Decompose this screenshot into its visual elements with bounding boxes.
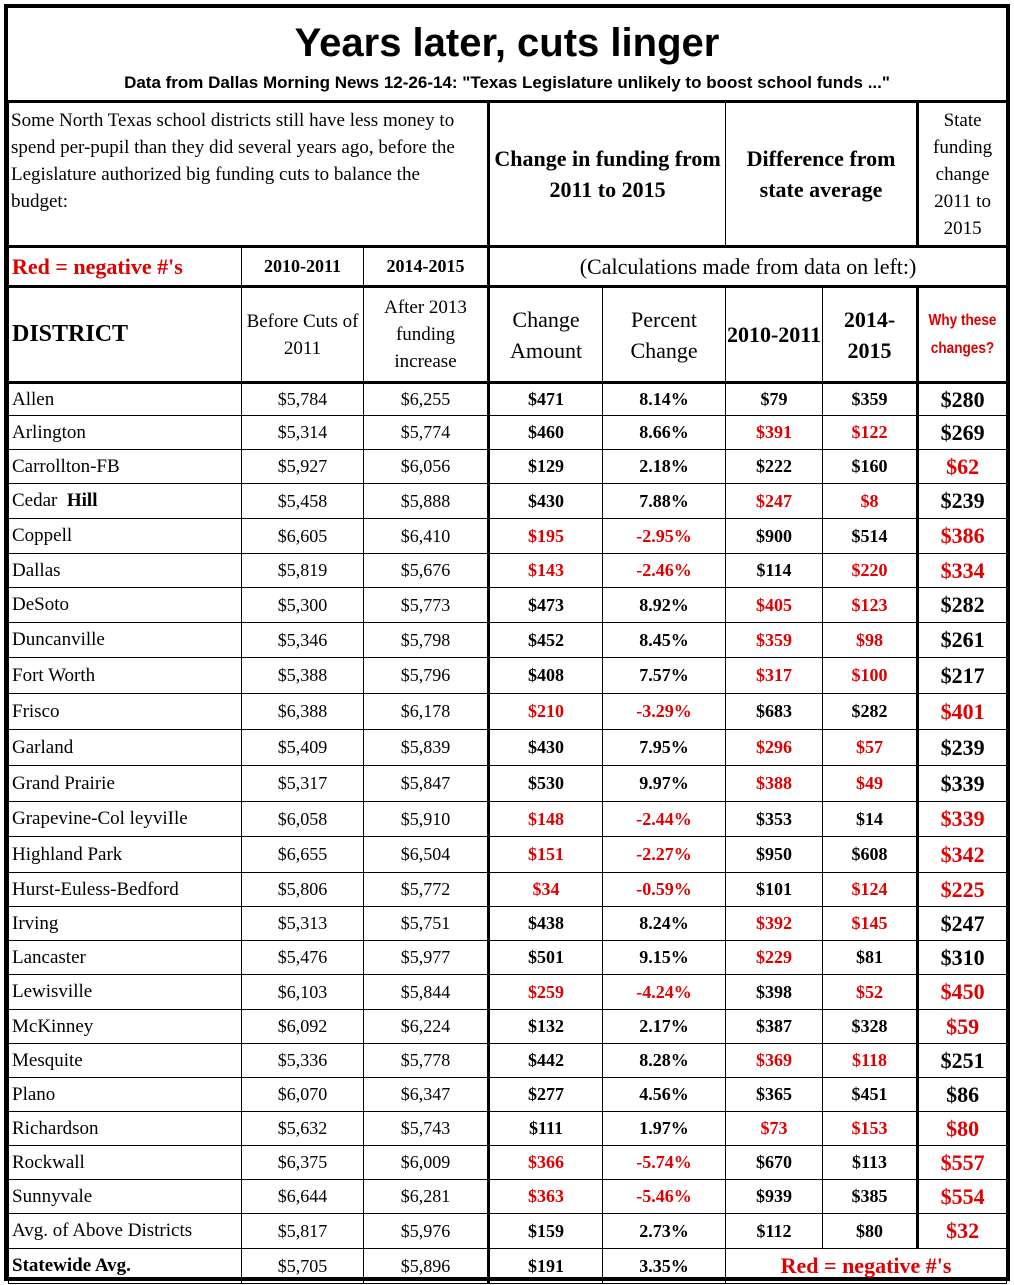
funding-2014-2015: $5,676 [364, 554, 489, 588]
state-funding-change: $239 [918, 484, 1007, 519]
change-amount: $277 [489, 1078, 603, 1112]
funding-2010-2011: $5,784 [242, 383, 364, 416]
diff-2010-2011: $114 [726, 554, 823, 588]
why-changes-label: Why these changes? [928, 311, 997, 357]
statewide-red-legend: Red = negative #'s [726, 1249, 1007, 1284]
district-name: Grapevine-Col leyviIle [9, 802, 242, 837]
diff-2014-2015: $113 [823, 1146, 918, 1180]
change-amount: $430 [489, 484, 603, 519]
change-amount: $210 [489, 694, 603, 730]
diff-2010-2011: $405 [726, 588, 823, 623]
state-funding-change: $310 [918, 941, 1007, 975]
percent-change: 2.18% [603, 450, 726, 484]
table-row [9, 383, 1007, 416]
state-funding-change: $557 [918, 1146, 1007, 1180]
district-name: Rockwall [9, 1146, 242, 1180]
funding-2010-2011: $5,458 [242, 484, 364, 519]
table-row [9, 907, 1007, 941]
table-row [9, 941, 1007, 975]
percent-change: 8.66% [603, 416, 726, 450]
header-row-years [9, 247, 1007, 287]
funding-2014-2015: $6,281 [364, 1180, 489, 1214]
state-funding-change: $247 [918, 907, 1007, 941]
funding-table [8, 100, 1007, 1284]
diff-2010-2011: $683 [726, 694, 823, 730]
table-row [9, 1044, 1007, 1078]
state-funding-change: $334 [918, 554, 1007, 588]
change-amount: $151 [489, 837, 603, 873]
funding-2014-2015: $5,743 [364, 1112, 489, 1146]
state-funding-change: $86 [918, 1078, 1007, 1112]
diff-2014-2015: $328 [823, 1010, 918, 1044]
percent-change: -2.27% [603, 837, 726, 873]
change-amount: $366 [489, 1146, 603, 1180]
state-funding-change: $339 [918, 802, 1007, 837]
diff-2014-2015: $153 [823, 1112, 918, 1146]
diff-2010-2011: $388 [726, 766, 823, 802]
diff-2010-2011: $101 [726, 873, 823, 907]
funding-2014-2015: $6,009 [364, 1146, 489, 1180]
change-amount: $501 [489, 941, 603, 975]
table-row [9, 694, 1007, 730]
table-row [9, 1214, 1007, 1249]
change-amount: $452 [489, 623, 603, 658]
intro-text: Some North Texas school districts still have less money to spend per-pupil than they did several years ago, before the Legislature authorized big funding cuts to balance the budget: [9, 102, 489, 247]
district-name: McKinney [9, 1010, 242, 1044]
change-amount: $148 [489, 802, 603, 837]
header-row-columns [9, 287, 1007, 383]
funding-2010-2011: $5,819 [242, 554, 364, 588]
diff-2010-2011: $247 [726, 484, 823, 519]
percent-change: 7.88% [603, 484, 726, 519]
percent-change: 7.95% [603, 730, 726, 766]
percent-change: 8.45% [603, 623, 726, 658]
diff-2014-2015-column-header: 2014-2015 [823, 287, 918, 383]
diff-2014-2015: $145 [823, 907, 918, 941]
percent-change: 9.97% [603, 766, 726, 802]
red-negative-legend: Red = negative #'s [9, 247, 242, 287]
statewide-change-amount: $191 [489, 1249, 603, 1284]
change-amount: $442 [489, 1044, 603, 1078]
diff-2014-2015: $514 [823, 519, 918, 554]
district-name: Mesquite [9, 1044, 242, 1078]
change-amount: $111 [489, 1112, 603, 1146]
funding-2010-2011: $5,927 [242, 450, 364, 484]
change-amount-column-header: Change Amount [489, 287, 603, 383]
state-funding-change: $401 [918, 694, 1007, 730]
diff-2014-2015: $451 [823, 1078, 918, 1112]
statewide-2014-2015: $5,896 [364, 1249, 489, 1284]
funding-2010-2011: $6,644 [242, 1180, 364, 1214]
state-funding-change: $554 [918, 1180, 1007, 1214]
funding-2014-2015: $5,847 [364, 766, 489, 802]
diff-2014-2015: $14 [823, 802, 918, 837]
change-amount: $129 [489, 450, 603, 484]
title-block [8, 8, 1006, 100]
funding-2014-2015: $5,976 [364, 1214, 489, 1249]
table-row [9, 416, 1007, 450]
state-funding-change: $62 [918, 450, 1007, 484]
funding-2010-2011: $5,314 [242, 416, 364, 450]
diff-2010-2011: $950 [726, 837, 823, 873]
table-row [9, 1010, 1007, 1044]
funding-2010-2011: $6,605 [242, 519, 364, 554]
district-name-part-bold: Hill [66, 490, 98, 511]
district-name: Irving [9, 907, 242, 941]
district-column-header: DISTRICT [9, 287, 242, 383]
state-funding-change: $450 [918, 975, 1007, 1010]
state-funding-change: $32 [918, 1214, 1007, 1249]
diff-2010-2011: $369 [726, 1044, 823, 1078]
change-amount: $430 [489, 730, 603, 766]
table-row [9, 554, 1007, 588]
percent-change: 9.15% [603, 941, 726, 975]
table-row [9, 1078, 1007, 1112]
district-name: Plano [9, 1078, 242, 1112]
percent-change: 8.24% [603, 907, 726, 941]
percent-change: 2.73% [603, 1214, 726, 1249]
calculations-note: (Calculations made from data on left:) [489, 247, 1007, 287]
district-name: Sunnyvale [9, 1180, 242, 1214]
district-name: Allen [9, 383, 242, 416]
district-name: Richardson [9, 1112, 242, 1146]
funding-2014-2015: $5,798 [364, 623, 489, 658]
funding-2010-2011: $6,070 [242, 1078, 364, 1112]
header-row-intro [9, 102, 1007, 247]
table-row [9, 484, 1007, 519]
funding-2010-2011: $5,300 [242, 588, 364, 623]
state-funding-change: $282 [918, 588, 1007, 623]
funding-2014-2015: $5,751 [364, 907, 489, 941]
funding-2010-2011: $5,817 [242, 1214, 364, 1249]
table-row [9, 623, 1007, 658]
before-cuts-column-header: Before Cuts of 2011 [242, 287, 364, 383]
change-amount: $143 [489, 554, 603, 588]
change-in-funding-header: Change in funding from 2011 to 2015 [489, 102, 726, 247]
district-name [9, 484, 242, 519]
state-funding-change: $217 [918, 658, 1007, 694]
statewide-row [9, 1249, 1007, 1284]
table-row [9, 1146, 1007, 1180]
funding-2014-2015: $5,796 [364, 658, 489, 694]
diff-2010-2011: $359 [726, 623, 823, 658]
diff-2014-2015: $57 [823, 730, 918, 766]
change-amount: $159 [489, 1214, 603, 1249]
district-name: Lewisville [9, 975, 242, 1010]
diff-2010-2011: $939 [726, 1180, 823, 1214]
funding-2010-2011: $5,806 [242, 873, 364, 907]
district-name: Dallas [9, 554, 242, 588]
district-name: Frisco [9, 694, 242, 730]
change-amount: $34 [489, 873, 603, 907]
funding-2010-2011: $5,632 [242, 1112, 364, 1146]
table-row [9, 658, 1007, 694]
diff-2010-2011: $387 [726, 1010, 823, 1044]
diff-2014-2015: $123 [823, 588, 918, 623]
state-funding-change: $80 [918, 1112, 1007, 1146]
state-funding-change: $59 [918, 1010, 1007, 1044]
table-row [9, 837, 1007, 873]
funding-2010-2011: $5,346 [242, 623, 364, 658]
diff-2014-2015: $122 [823, 416, 918, 450]
diff-2010-2011: $398 [726, 975, 823, 1010]
table-row [9, 1112, 1007, 1146]
table-row [9, 975, 1007, 1010]
funding-2014-2015: $5,778 [364, 1044, 489, 1078]
state-funding-change: $239 [918, 730, 1007, 766]
funding-2014-2015: $5,888 [364, 484, 489, 519]
district-name: Garland [9, 730, 242, 766]
funding-2014-2015: $5,774 [364, 416, 489, 450]
funding-2014-2015: $5,772 [364, 873, 489, 907]
after-increase-column-header: After 2013 funding increase [364, 287, 489, 383]
table-row [9, 766, 1007, 802]
table-row [9, 802, 1007, 837]
diff-2010-2011: $900 [726, 519, 823, 554]
percent-change: 7.57% [603, 658, 726, 694]
district-name: Highland Park [9, 837, 242, 873]
funding-2010-2011: $5,409 [242, 730, 364, 766]
diff-2014-2015: $282 [823, 694, 918, 730]
funding-2010-2011: $6,375 [242, 1146, 364, 1180]
state-funding-change-header: State funding change 2011 to 2015 [918, 102, 1007, 247]
change-amount: $530 [489, 766, 603, 802]
change-amount: $195 [489, 519, 603, 554]
diff-2014-2015: $80 [823, 1214, 918, 1249]
district-name-part: Cedar [12, 490, 58, 511]
funding-2010-2011: $6,655 [242, 837, 364, 873]
diff-2014-2015: $98 [823, 623, 918, 658]
district-name: DeSoto [9, 588, 242, 623]
funding-2010-2011: $6,388 [242, 694, 364, 730]
state-funding-change: $261 [918, 623, 1007, 658]
diff-2014-2015: $385 [823, 1180, 918, 1214]
district-name: Fort Worth [9, 658, 242, 694]
percent-change: -0.59% [603, 873, 726, 907]
diff-2014-2015: $49 [823, 766, 918, 802]
district-name: Lancaster [9, 941, 242, 975]
funding-2010-2011: $6,103 [242, 975, 364, 1010]
table-row [9, 588, 1007, 623]
infographic-frame [4, 4, 1010, 1281]
funding-2014-2015: $5,839 [364, 730, 489, 766]
percent-change: 8.28% [603, 1044, 726, 1078]
change-amount: $363 [489, 1180, 603, 1214]
funding-2014-2015: $5,977 [364, 941, 489, 975]
funding-2010-2011: $5,313 [242, 907, 364, 941]
year-2014-2015-header: 2014-2015 [364, 247, 489, 287]
change-amount: $408 [489, 658, 603, 694]
district-name: Grand Prairie [9, 766, 242, 802]
district-name: Duncanville [9, 623, 242, 658]
diff-2014-2015: $160 [823, 450, 918, 484]
percent-change: 4.56% [603, 1078, 726, 1112]
diff-2010-2011: $229 [726, 941, 823, 975]
change-amount: $460 [489, 416, 603, 450]
district-name: Avg. of Above Districts [9, 1214, 242, 1249]
percent-change: 8.92% [603, 588, 726, 623]
diff-2014-2015: $100 [823, 658, 918, 694]
diff-2010-2011: $365 [726, 1078, 823, 1112]
percent-change: -5.74% [603, 1146, 726, 1180]
change-amount: $471 [489, 383, 603, 416]
diff-2010-2011: $79 [726, 383, 823, 416]
district-name: Coppell [9, 519, 242, 554]
diff-2010-2011: $73 [726, 1112, 823, 1146]
difference-from-average-header: Difference from state average [726, 102, 918, 247]
state-funding-change: $251 [918, 1044, 1007, 1078]
source-subtitle: Data from Dallas Morning News 12-26-14: "Texas Legislature unlikely to boost school funds ..." [124, 73, 890, 92]
funding-2014-2015: $6,410 [364, 519, 489, 554]
percent-change: -5.46% [603, 1180, 726, 1214]
funding-2014-2015: $6,056 [364, 450, 489, 484]
state-funding-change: $342 [918, 837, 1007, 873]
diff-2010-2011: $222 [726, 450, 823, 484]
funding-2010-2011: $5,336 [242, 1044, 364, 1078]
percent-change: -4.24% [603, 975, 726, 1010]
diff-2014-2015: $608 [823, 837, 918, 873]
percent-change: -2.46% [603, 554, 726, 588]
state-funding-change: $386 [918, 519, 1007, 554]
diff-2010-2011: $112 [726, 1214, 823, 1249]
diff-2010-2011: $670 [726, 1146, 823, 1180]
funding-2014-2015: $6,224 [364, 1010, 489, 1044]
funding-2010-2011: $5,476 [242, 941, 364, 975]
change-amount: $473 [489, 588, 603, 623]
district-name: Carrollton-FB [9, 450, 242, 484]
diff-2010-2011: $296 [726, 730, 823, 766]
table-row [9, 1180, 1007, 1214]
percent-change-column-header: Percent Change [603, 287, 726, 383]
diff-2014-2015: $8 [823, 484, 918, 519]
diff-2014-2015: $118 [823, 1044, 918, 1078]
state-funding-change: $339 [918, 766, 1007, 802]
statewide-percent-change: 3.35% [603, 1249, 726, 1284]
state-funding-change: $225 [918, 873, 1007, 907]
diff-2014-2015: $81 [823, 941, 918, 975]
table-row [9, 873, 1007, 907]
funding-2014-2015: $5,910 [364, 802, 489, 837]
change-amount: $259 [489, 975, 603, 1010]
funding-2014-2015: $6,504 [364, 837, 489, 873]
funding-2014-2015: $6,178 [364, 694, 489, 730]
statewide-2010-2011: $5,705 [242, 1249, 364, 1284]
diff-2010-2011: $391 [726, 416, 823, 450]
year-2010-2011-header: 2010-2011 [242, 247, 364, 287]
state-funding-change: $280 [918, 383, 1007, 416]
diff-2014-2015: $220 [823, 554, 918, 588]
diff-2014-2015: $52 [823, 975, 918, 1010]
change-amount: $132 [489, 1010, 603, 1044]
funding-2014-2015: $6,255 [364, 383, 489, 416]
funding-2010-2011: $6,058 [242, 802, 364, 837]
why-changes-column-header [918, 287, 1007, 383]
district-name: Hurst-Euless-Bedford [9, 873, 242, 907]
diff-2014-2015: $359 [823, 383, 918, 416]
district-name: Arlington [9, 416, 242, 450]
percent-change: -2.44% [603, 802, 726, 837]
table-row [9, 519, 1007, 554]
diff-2010-2011: $317 [726, 658, 823, 694]
funding-2010-2011: $5,388 [242, 658, 364, 694]
percent-change: 8.14% [603, 383, 726, 416]
statewide-label: Statewide Avg. [9, 1249, 242, 1284]
percent-change: -2.95% [603, 519, 726, 554]
funding-2014-2015: $5,773 [364, 588, 489, 623]
funding-table-wrapper [8, 100, 1006, 1284]
diff-2010-2011: $353 [726, 802, 823, 837]
funding-2010-2011: $5,317 [242, 766, 364, 802]
funding-2014-2015: $6,347 [364, 1078, 489, 1112]
diff-2010-2011-column-header: 2010-2011 [726, 287, 823, 383]
funding-2014-2015: $5,844 [364, 975, 489, 1010]
percent-change: 1.97% [603, 1112, 726, 1146]
table-row [9, 450, 1007, 484]
page-title: Years later, cuts linger [294, 21, 720, 65]
diff-2014-2015: $124 [823, 873, 918, 907]
change-amount: $438 [489, 907, 603, 941]
funding-2010-2011: $6,092 [242, 1010, 364, 1044]
percent-change: 2.17% [603, 1010, 726, 1044]
percent-change: -3.29% [603, 694, 726, 730]
table-row [9, 730, 1007, 766]
state-funding-change: $269 [918, 416, 1007, 450]
diff-2010-2011: $392 [726, 907, 823, 941]
